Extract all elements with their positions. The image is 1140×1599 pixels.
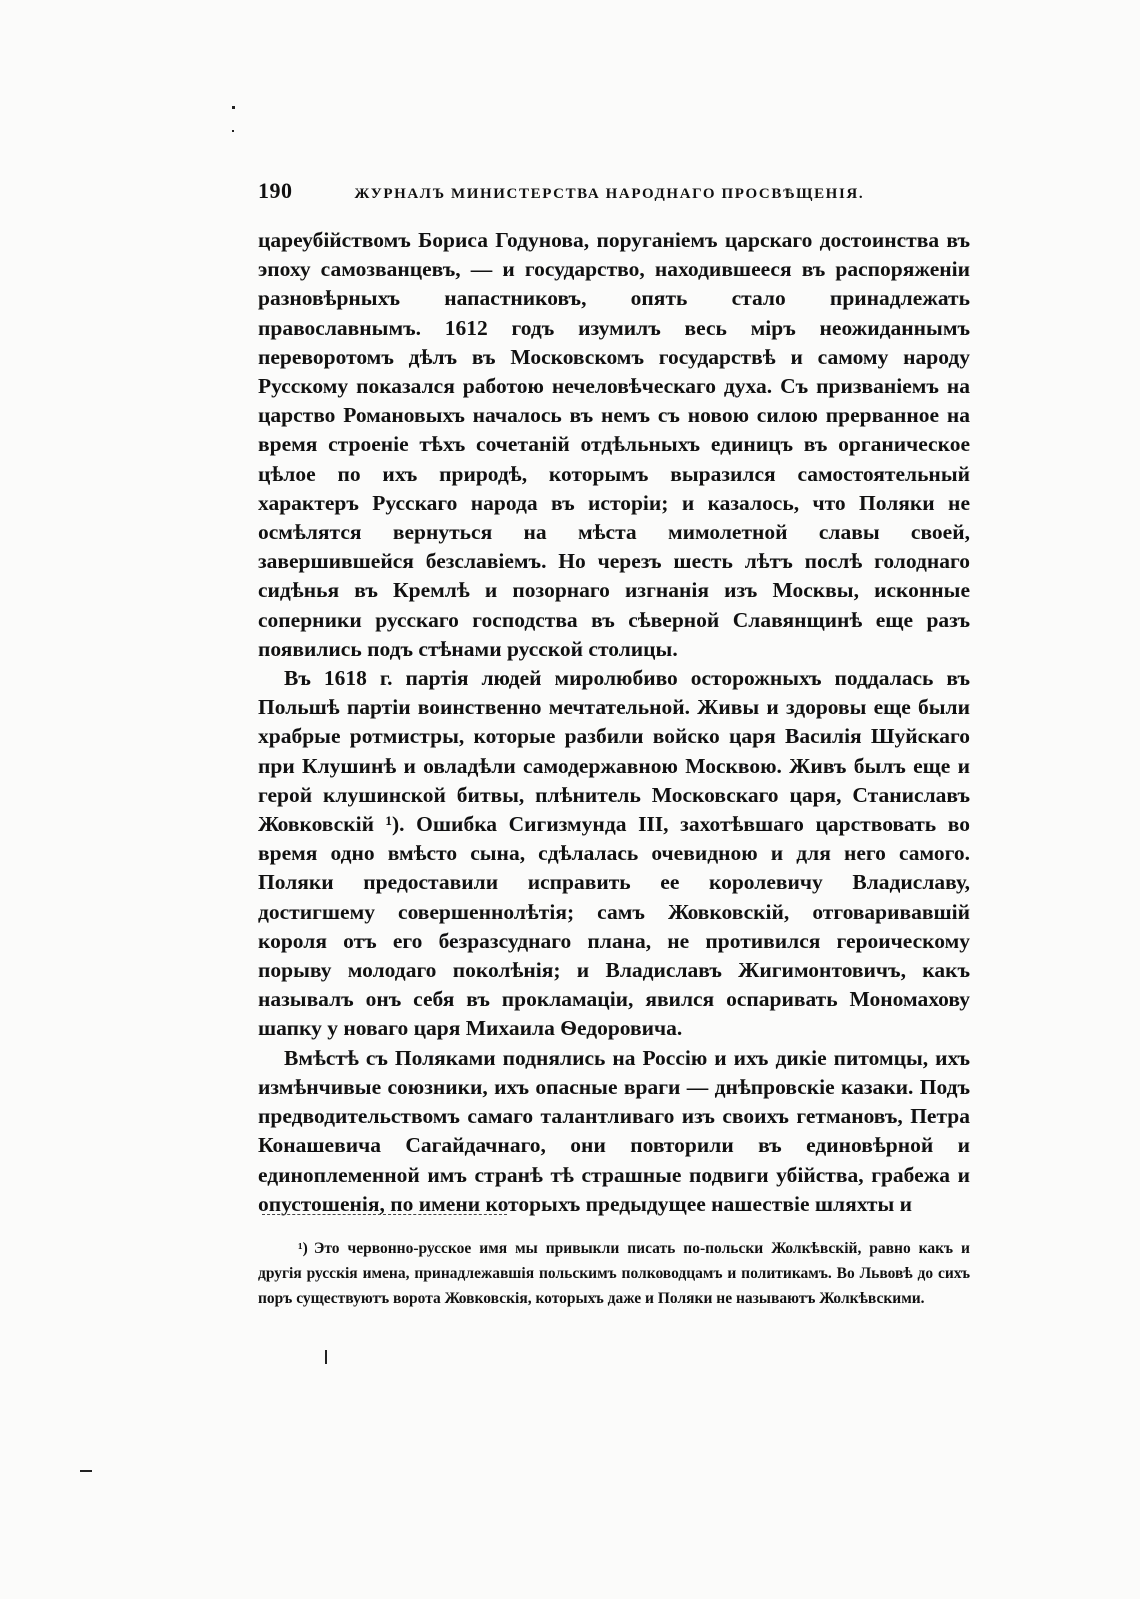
paragraph: Вмѣстѣ съ Поляками поднялись на Россію и ихъ дикіе питомцы, ихъ измѣнчивые союзники, ихъ опасные враги — днѣпровскіе казаки. Подъ предводительствомъ самаго талантливаго изъ своихъ гетмановъ, Петра Конашевича Сагайдачнаго, они повторили въ единовѣрной и единоплеменной имъ странѣ тѣ страшные подвиги убійства, грабежа и опустошенія, по имени которыхъ предыдущее нашествіе шляхты и — [258, 1045, 970, 1216]
main-text — [258, 226, 970, 1219]
scan-speck — [232, 106, 235, 109]
paragraph: цареубійствомъ Бориса Годунова, поруганіемъ царскаго достоинства въ эпоху самозванцевъ, — и государство, находившееся въ распоряженіи разновѣрныхъ напастниковъ, опять стало принадлежать православнымъ. 1612 годъ изумилъ весь міръ неожиданнымъ переворотомъ дѣлъ въ Московскомъ государствѣ и самому народу Русскому показался работою нечеловѣческаго духа. Съ призваніемъ на царство Романовыхъ началось въ немъ съ новою силою прерванное на время строеніе тѣхъ сочетаній отдѣльныхъ единицъ въ органическое цѣлое по ихъ природѣ, которымъ выразился самостоятельный характеръ Русскаго народа въ исторіи; и казалось, что Поляки не осмѣлятся вернуться на мѣста мимолетной славы своей, завершившейся безславіемъ. Но черезъ шесть лѣтъ послѣ голоднаго сидѣнья въ Кремлѣ и позорнаго изгнанія изъ Москвы, исконные соперники русскаго господства въ сѣверной Славянщинѣ еще разъ появились подъ стѣнами русской столицы. — [258, 228, 970, 661]
scan-speck — [232, 130, 234, 132]
footnote-marker: ¹) — [298, 1240, 308, 1257]
footnote-text: Это червонно-русское имя мы привыкли писать по-польски Жолкѣвскій, равно какъ и другія русскія имена, принадлежавшія польскимъ полководцамъ и политикамъ. Во Львовѣ до сихъ поръ существуютъ ворота Жовковскія, которыхъ даже и Поляки не называютъ Жолкѣвскими. — [258, 1240, 970, 1307]
page-header — [258, 178, 918, 208]
running-title: ЖУРНАЛЪ МИНИСТЕРСТВА НАРОДНАГО ПРОСВѢЩЕНІЯ. — [354, 186, 865, 202]
page-number: 190 — [258, 178, 293, 203]
scan-speck — [325, 1350, 327, 1364]
scan-speck — [80, 1470, 92, 1472]
footnote — [258, 1236, 970, 1311]
paragraph: Въ 1618 г. партія людей миролюбиво осторожныхъ поддалась въ Польшѣ партіи воинственно мечтательной. Живы и здоровы еще были храбрые ротмистры, которые разбили войско царя Василія Шуйскаго при Клушинѣ и овладѣли самодержавною Москвою. Живъ былъ еще и герой клушинской битвы, плѣнитель Московскаго царя, Станиславъ Жовковскій ¹). Ошибка Сигизмунда III, захотѣвшаго царствовать во время одно вмѣсто сына, сдѣлалась очевидною и для него самого. Поляки предоставили исправить ее королевичу Владиславу, достигшему совершеннолѣтія; самъ Жовковскій, отговаривавшій короля отъ его безразсуднаго плана, не противился героическому порыву молодаго поколѣнія; и Владиславъ Жигимонтовичъ, какъ называлъ онъ себя въ прокламаціи, явился оспаривать Мономахову шапку у новаго царя Михаила Ѳедоровича. — [258, 666, 970, 1041]
footnote-separator — [262, 1214, 507, 1215]
